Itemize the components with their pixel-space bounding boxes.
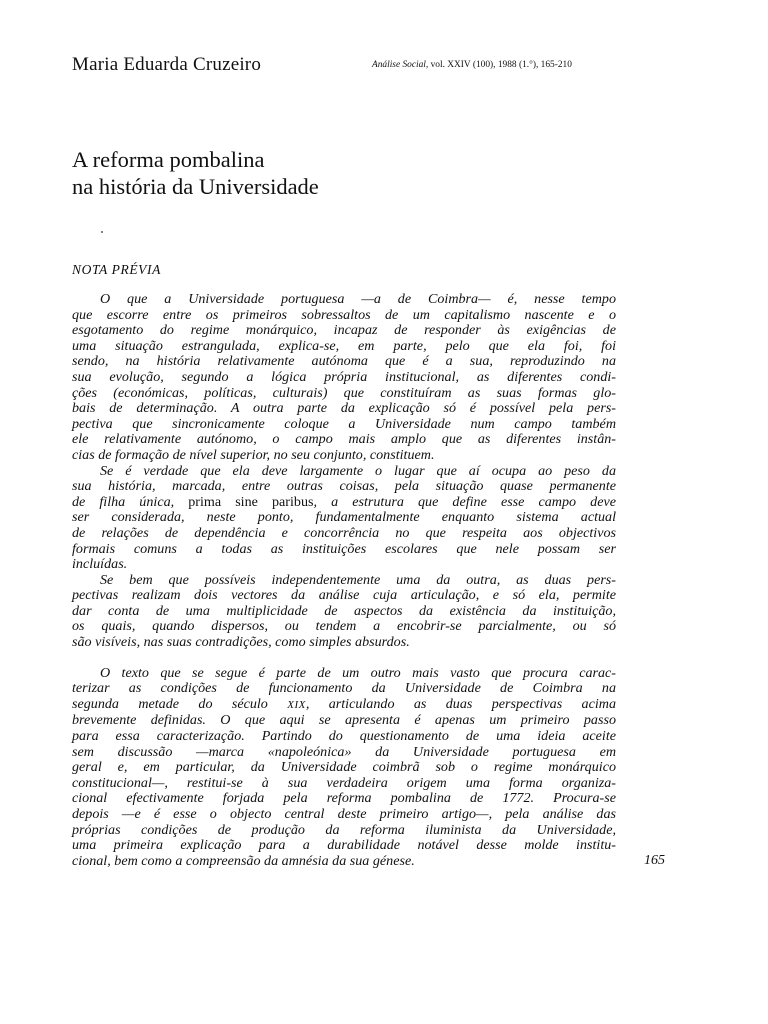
latin-phrase: prima sine paribus [188,493,314,510]
text-line: dar conta de uma multiplicidade de aspectos da existência da instituição, [72,602,616,619]
title-line-2: na história da Universidade [72,174,319,199]
text-line: ele relativamente autónomo, o campo mais amplo que as diferentes instân- [72,431,616,448]
text-line: cional efectivamente forjada pela reforma pombalina de 1772. Procura-se [72,790,616,807]
text-line: O que a Universidade portuguesa —a de Coimbra— é, nesse tempo [100,291,616,307]
text-line: Se é verdade que ela deve largamente o lugar que aí ocupa ao peso da [100,462,616,479]
text-line: depois —e é esse o objecto central deste primeiro artigo—, pela análise das [72,806,616,822]
text-line: O texto que se segue é parte de um outro mais vasto que procura carac- [100,664,616,681]
text-line: próprias condições de produção da reforma iluminista da Universidade, [72,821,616,838]
text-line: os quais, quando dispersos, ou tendem a encobrir-se parcialmente, ou só [72,618,616,635]
journal-name: Análise Social, [372,60,429,70]
text-line: constitucional—, restitui-se à sua verdadeira origem uma forma organiza- [72,774,616,791]
text-fragment: segunda metade do século [72,695,288,712]
text-line: sendo, na história relativamente autónoma que é a sua, reproduzindo na [72,353,616,370]
text-line: uma situação estrangulada, explica-se, em parte, pelo que ela foi, foi [72,337,616,354]
text-line: que escorre entre os primeiros sobressaltos de um capitalismo nascente e o [72,306,616,323]
text-line: formais comuns a todas as instituições escolares que nele possam ser [72,540,616,557]
page-number: 165 [644,853,665,868]
text-line: pectivas realizam dois vectores da análise cuja articulação, e só ela, permite [72,587,616,604]
text-fragment: de filha única, [72,493,189,510]
text-fragment: , articulando as duas perspectivas acima [305,695,616,712]
article-body [72,292,616,869]
article-title [72,146,319,200]
journal-details: vol. XXIV (100), 1988 (1.°), 165-210 [428,60,572,70]
text-line: sua história, marcada, entre outras coisas, pela situação quase permanente [72,478,616,495]
stray-dot [101,231,103,233]
text-line: ções (económicas, políticas, culturais) que constituíram as suas formas glo- [72,384,616,401]
title-line-1: A reforma pombalina [72,147,265,172]
text-line: sem discussão —marca «napoleónica» da Universidade portuguesa em [72,743,616,760]
text-line: de relações de dependência e concorrência no que respeita aos objectivos [72,524,616,541]
text-line: cias de formação de nível superior, no seu conjunto, constituem. [72,446,435,463]
text-line: esgotamento do regime monárquico, incapaz de responder às exigências de [72,322,616,339]
paragraph-3 [72,573,616,651]
journal-citation [372,60,572,70]
text-fragment: , a estrutura que define esse campo deve [313,493,616,510]
text-line: geral e, em particular, da Universidade coimbrã sob o regime monárquico [72,759,616,776]
text-line: ser considerada, neste ponto, fundamentalmente enquanto sistema actual [72,509,616,526]
section-heading: NOTA PRÉVIA [72,262,161,277]
text-line: para essa caracterização. Partindo do questionamento de uma ideia aceite [72,728,616,745]
text-line: cional, bem como a compreensão da amnésia da sua génese. [72,852,415,869]
text-line: sua evolução, segundo a lógica própria institucional, as diferentes condi- [72,368,616,385]
paragraph-4 [72,666,616,870]
text-line: brevemente definidas. O que aqui se apresenta é apenas um primeiro passo [72,712,616,729]
text-line: pectiva que sincronicamente coloque a Universidade num campo também [72,415,616,432]
text-line [72,697,616,714]
text-line [72,495,616,511]
text-line: bais de determinação. A outra parte da explicação só é possível pela pers- [72,400,616,417]
text-line: Se bem que possíveis independentemente uma da outra, as duas pers- [100,571,616,588]
running-author: Maria Eduarda Cruzeiro [72,54,262,75]
text-line: terizar as condições de funcionamento da Universidade de Coimbra na [72,680,616,697]
text-line: uma primeira explicação para a durabilidade notável desse molde institu- [72,837,616,854]
century-numeral: XIX [287,698,306,711]
paragraph-2 [72,464,616,573]
text-line: são visíveis, nas suas contradições, como simples absurdos. [72,634,410,651]
paragraph-1 [72,292,616,464]
text-line: incluídas. [72,556,128,573]
